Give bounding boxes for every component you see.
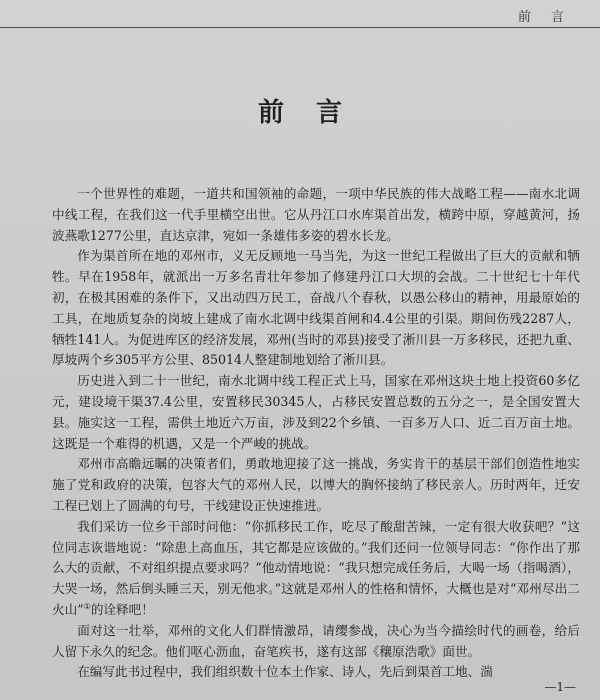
paragraph-5 (52, 517, 580, 621)
header-rule (0, 27, 600, 28)
running-head: 前 言 (517, 10, 572, 25)
footnote-marker: ① (83, 601, 91, 611)
paragraph-7: 在编写此书过程中，我们组织数十位本土作家、诗人，先后到渠首工地、湍 (77, 664, 493, 680)
body-text (52, 184, 580, 683)
paragraph-2: 作为渠首所在地的邓州市，义无反顾地一马当先，为这一世纪工程做出了巨大的贡献和牺牲。早在1958年，就派出一万多名青壮年参加了修建丹江口大坝的会战。二十世纪七十年代初，在极其困难的条件下，又出动四万民工，奋战八个春秋，以愚公移山的精神，用最原始的工具，在地质复杂的岗坡上建成了南水北调中线渠首闸和4.4公里的引渠。期间伤残2287人，牺牲141人。为促进库区的经济发展，邓州(当时的邓县)接受了淅川县一万多移民，还把九重、厚坡两个乡305平方公里、85014人整建制地划给了淅川县。 (52, 248, 580, 368)
paragraph-3: 历史进入到二十一世纪，南水北调中线工程正式上马，国家在邓州这块土地上投资60多亿元，建设境干渠37.4公里，安置移民30345人，占移民安置总数的五分之一，是全国安置大县。施实这一工程，需供土地近六万亩，涉及到22个乡镇、一百多万人口、近二百万亩土地。这既是一个难得的机遇，又是一个严峻的挑战。 (52, 373, 580, 451)
paragraph-6: 面对这一壮举，邓州的文化人们群情激昂，请缨参战，决心为当今描绘时代的画卷，给后人留下永久的纪念。他们呕心沥血，奋笔疾书，遂有这部《穰原浩歌》面世。 (52, 622, 580, 659)
paragraph-5-tail: 的诠释吧！ (90, 601, 154, 617)
paragraph-5-text: 我们采访一位乡干部时问他：“你抓移民工作，吃尽了酸甜苦辣，一定有很大收获吧？”这位同志诙谐地说：“除患上高血压，其它都是应该做的。”我们还问一位领导同志：“你作出了那么大的贡献，不对组织提点要求吗？”他动情地说：“我只想完成任务后，大喝一场（指喝酒），大哭一场，然后倒头睡三天，别无他求。”这就是邓州人的性格和情怀，大概也是对“邓州尽出二火山” (52, 518, 580, 617)
paragraph-4: 邓州市高瞻远瞩的决策者们，勇敢地迎接了这一挑战，务实肯干的基层干部们创造性地实施了党和政府的决策，包容大气的邓州人民，以博大的胸怀接纳了移民亲人。历时两年，迁安工程已划上了圆满的句号，干线建设正快速推进。 (52, 456, 580, 513)
paragraph-1: 一个世界性的难题，一道共和国领袖的命题，一项中华民族的伟大战略工程——南水北调中线工程，在我们这一代手里横空出世。它从丹江口水库渠首出发，横跨中原，穿越黄河，扬波燕歌1277公里，直达京津，宛如一条雄伟多姿的碧水长龙。 (52, 186, 580, 243)
page-title: 前言 (257, 98, 374, 128)
page-number: —1— (544, 680, 576, 694)
